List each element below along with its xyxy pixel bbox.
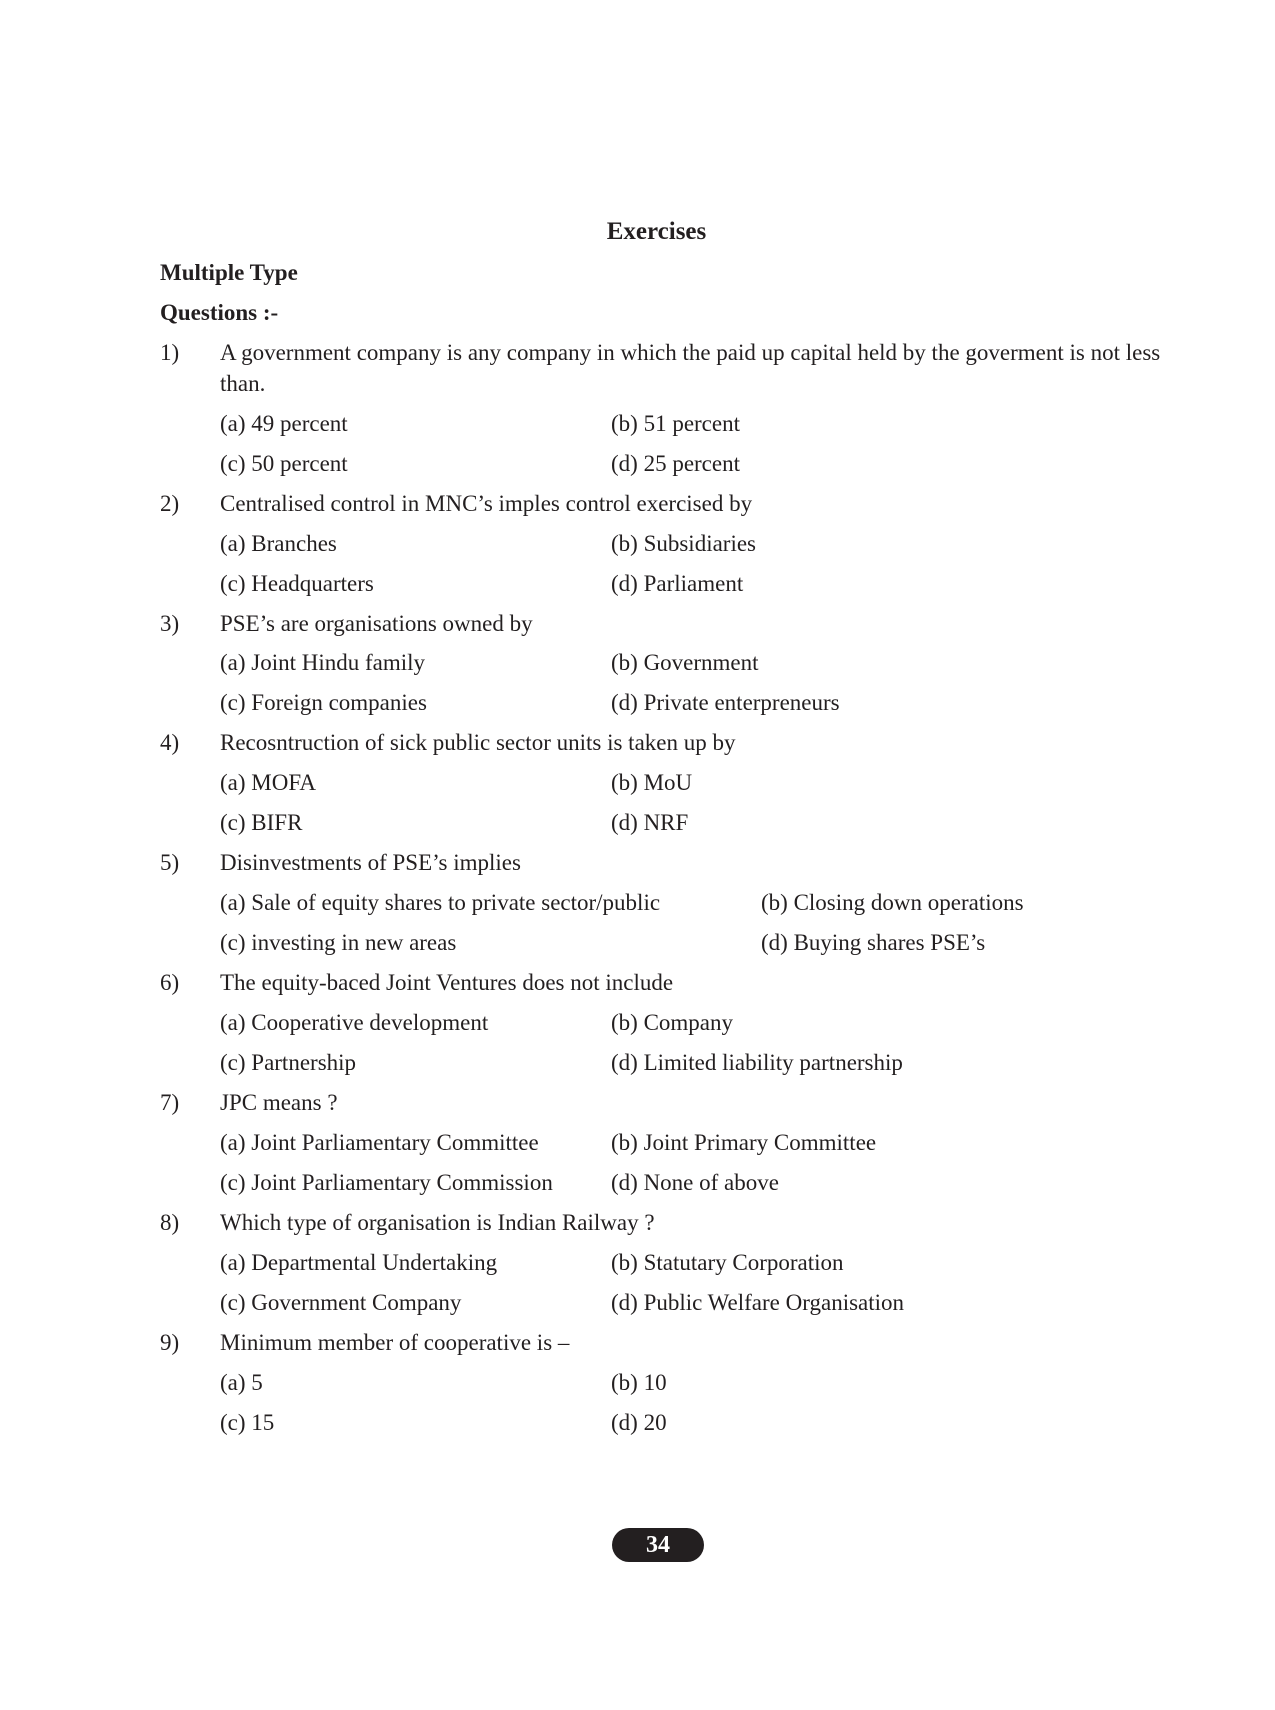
option-a: (a) Joint Parliamentary Committee <box>220 1130 539 1156</box>
question-3 <box>160 609 1160 720</box>
question-9 <box>160 1328 1160 1439</box>
option-c: (c) Headquarters <box>220 570 374 596</box>
question-5 <box>160 848 1160 959</box>
option-d: (d) Private enterpreneurs <box>611 690 840 716</box>
option-c: (c) Joint Parliamentary Commission <box>220 1170 553 1196</box>
question-text: PSE’s are organisations owned by <box>220 610 533 636</box>
option-d: (d) 25 percent <box>611 450 740 476</box>
question-text: Centralised control in MNC’s imples control exercised by <box>220 490 753 516</box>
question-7 <box>160 1088 1160 1199</box>
option-c: (c) Government Company <box>220 1290 462 1316</box>
option-a: (a) 49 percent <box>220 410 348 436</box>
section-heading: Multiple Type <box>160 260 298 285</box>
question-number: 2) <box>160 490 180 516</box>
option-b: (b) Company <box>611 1010 734 1036</box>
option-d: (d) Parliament <box>611 570 744 596</box>
option-a: (a) Branches <box>220 530 337 556</box>
option-b: (b) Joint Primary Committee <box>611 1130 877 1156</box>
option-b: (b) 51 percent <box>611 410 740 436</box>
option-b: (b) 10 <box>611 1370 667 1396</box>
option-d: (d) None of above <box>611 1170 779 1196</box>
question-number: 7) <box>160 1090 180 1116</box>
option-b: (b) Statutary Corporation <box>611 1250 844 1276</box>
option-d: (d) 20 <box>611 1410 667 1436</box>
question-text: The equity-baced Joint Ventures does not include <box>220 970 674 996</box>
option-a: (a) Cooperative development <box>220 1010 489 1036</box>
question-number: 6) <box>160 970 180 996</box>
question-number: 4) <box>160 730 180 756</box>
option-c: (c) BIFR <box>220 810 303 836</box>
question-text: Which type of organisation is Indian Railway ? <box>220 1210 655 1236</box>
question-text: JPC means ? <box>220 1090 338 1116</box>
option-a: (a) 5 <box>220 1370 263 1396</box>
question-8 <box>160 1208 1160 1319</box>
question-number: 8) <box>160 1210 180 1236</box>
question-text: Disinvestments of PSE’s implies <box>220 850 521 876</box>
option-a: (a) Joint Hindu family <box>220 650 426 676</box>
page-title: Exercises <box>606 218 707 245</box>
option-c: (c) Foreign companies <box>220 690 427 716</box>
option-c: (c) investing in new areas <box>220 930 457 956</box>
option-a: (a) MOFA <box>220 770 317 796</box>
option-b: (b) Subsidiaries <box>611 530 757 556</box>
option-c: (c) 50 percent <box>220 450 348 476</box>
option-b: (b) Closing down operations <box>761 890 1024 916</box>
option-d: (d) NRF <box>611 810 689 836</box>
question-text: Recosntruction of sick public sector units is taken up by <box>220 730 736 756</box>
page-number: 34 <box>612 1528 704 1562</box>
option-d: (d) Buying shares PSE’s <box>761 930 986 956</box>
question-number: 3) <box>160 610 180 636</box>
question-text: Minimum member of cooperative is – <box>220 1330 570 1356</box>
question-number: 1) <box>160 340 180 365</box>
question-number: 5) <box>160 850 180 876</box>
option-a: (a) Sale of equity shares to private sector/public <box>220 890 661 916</box>
option-d: (d) Limited liability partnership <box>611 1050 903 1076</box>
option-c: (c) 15 <box>220 1410 275 1436</box>
question-2 <box>160 489 1160 600</box>
question-6 <box>160 968 1160 1079</box>
option-c: (c) Partnership <box>220 1050 357 1076</box>
question-4 <box>160 728 1160 839</box>
question-text: A government company is any company in which the paid up capital held by the goverment is not less than. <box>220 340 1161 396</box>
section-subheading: Questions :- <box>160 300 279 325</box>
question-number: 9) <box>160 1330 180 1356</box>
option-d: (d) Public Welfare Organisation <box>611 1290 905 1316</box>
option-a: (a) Departmental Undertaking <box>220 1250 498 1276</box>
option-b: (b) MoU <box>611 770 693 796</box>
option-b: (b) Government <box>611 650 759 676</box>
question-1 <box>160 338 1160 479</box>
question-list <box>160 338 1160 1448</box>
